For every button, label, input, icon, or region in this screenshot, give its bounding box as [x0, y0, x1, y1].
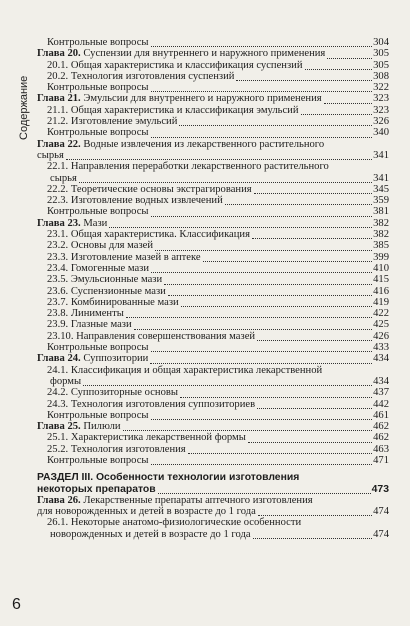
toc-entry-title: [37, 506, 256, 517]
toc-page-number: 382: [373, 217, 389, 229]
toc-chapter-line[interactable]: [37, 93, 389, 104]
toc-page-number: 341: [373, 172, 389, 184]
toc-page-number: 308: [373, 70, 389, 82]
dot-leader: [151, 410, 373, 420]
toc-entry-title: [47, 342, 149, 353]
toc-page-number: 385: [373, 240, 389, 252]
toc-entry-line[interactable]: [37, 517, 389, 528]
toc-entry-text: 24.1. Классификация и общая характеристика лекарственной: [47, 364, 323, 376]
chapter-label: Глава 20.: [37, 48, 84, 60]
table-of-contents: [37, 37, 389, 540]
toc-entry-line[interactable]: [37, 455, 389, 466]
toc-entry-title: [47, 60, 303, 71]
toc-entry-title: [47, 127, 149, 138]
toc-page-number: 419: [373, 296, 389, 308]
toc-entry-text: 23.8. Линименты: [47, 308, 124, 320]
toc-entry-title: [47, 432, 246, 443]
dot-leader: [151, 37, 373, 47]
toc-entry-text: Мази: [83, 217, 108, 229]
toc-entry-text: сырья: [37, 149, 64, 161]
toc-page-number: 474: [373, 506, 389, 518]
toc-entry-text: Эмульсии для внутреннего и наружного применения: [83, 93, 322, 105]
dot-leader: [331, 162, 388, 172]
toc-entry-title: [47, 37, 149, 48]
toc-entry-title: [47, 105, 299, 116]
toc-entry-text: 23.2. Основы для мазей: [47, 240, 154, 252]
toc-page-number: 461: [373, 409, 389, 421]
toc-section-line[interactable]: [37, 484, 389, 495]
toc-entry-title: [47, 206, 149, 217]
toc-entry-line[interactable]: [37, 127, 389, 138]
toc-page-number: 462: [373, 421, 389, 433]
toc-entry-title: [37, 495, 313, 506]
toc-entry-title: [47, 331, 255, 342]
toc-entry-title: [47, 387, 178, 398]
toc-chapter-line[interactable]: [37, 506, 389, 517]
toc-chapter-line[interactable]: [37, 353, 389, 364]
toc-page-number: 340: [373, 127, 389, 139]
toc-entry-text: 23.1. Общая характеристика. Классификация: [47, 229, 250, 241]
toc-entry-text: Контрольные вопросы: [47, 127, 149, 139]
toc-entry-title: [37, 150, 64, 161]
toc-page-number: 463: [373, 443, 389, 455]
toc-page-number: 474: [373, 528, 389, 540]
toc-chapter-line[interactable]: [37, 218, 389, 229]
side-section-label-wrap: [6, 40, 30, 160]
toc-entry-title: [47, 455, 149, 466]
toc-entry-text: Контрольные вопросы: [47, 342, 149, 354]
toc-page-number: 416: [373, 285, 389, 297]
toc-entry-text: 20.1. Общая характеристика и классификация суспензий: [47, 59, 303, 71]
toc-entry-text: 22.3. Изготовление водных извлечений: [47, 195, 223, 207]
dot-leader: [109, 218, 372, 228]
toc-page-number: 425: [373, 319, 389, 331]
toc-entry-title: [37, 472, 299, 483]
toc-entry-text: Контрольные вопросы: [47, 454, 149, 466]
toc-entry-text: 23.9. Глазные мази: [47, 319, 132, 331]
toc-entry-text: Водные извлечения из лекарственного растительного: [83, 138, 325, 150]
toc-entry-title: [47, 263, 149, 274]
toc-entry-title: [47, 274, 162, 285]
toc-entry-line[interactable]: [37, 173, 389, 184]
dot-leader: [151, 128, 373, 138]
toc-entry-line[interactable]: [37, 71, 389, 82]
page-number: 6: [12, 596, 21, 613]
toc-entry-text: 25.2. Технология изготовления: [47, 443, 186, 455]
toc-page-number: 399: [373, 251, 389, 263]
toc-page-number: 323: [373, 104, 389, 116]
chapter-label: Глава 23.: [37, 217, 84, 229]
toc-entry-line[interactable]: [37, 410, 389, 421]
toc-page-number: 426: [373, 330, 389, 342]
toc-entry-title: [37, 93, 322, 104]
dot-leader: [252, 229, 372, 239]
toc-entry-line[interactable]: [37, 444, 389, 455]
dot-leader: [151, 207, 373, 217]
toc-entry-title: [47, 82, 149, 93]
toc-entry-line[interactable]: [37, 319, 389, 330]
toc-entry-text: Лекарственные препараты аптечного изготовления: [83, 494, 313, 506]
toc-page-number: 422: [373, 308, 389, 320]
toc-entry-text: Контрольные вопросы: [47, 206, 149, 218]
dot-leader: [248, 433, 372, 443]
dot-leader: [203, 252, 373, 262]
toc-entry-title: [37, 421, 121, 432]
toc-entry-line[interactable]: [37, 432, 389, 443]
toc-entry-line[interactable]: [37, 376, 389, 387]
toc-entry-text: Контрольные вопросы: [47, 82, 149, 94]
toc-chapter-line[interactable]: [37, 48, 389, 59]
dot-leader: [83, 376, 372, 386]
toc-page-number: 410: [373, 262, 389, 274]
dot-leader: [327, 49, 372, 59]
toc-entry-title: [47, 116, 177, 127]
toc-entry-line[interactable]: [37, 387, 389, 398]
toc-page-number: 462: [373, 432, 389, 444]
toc-page-number: 322: [373, 82, 389, 94]
dot-leader: [254, 184, 372, 194]
toc-page-number: 323: [373, 93, 389, 105]
toc-entry-line[interactable]: [37, 161, 389, 172]
toc-entry-text: Контрольные вопросы: [47, 409, 149, 421]
toc-page-number: 381: [373, 206, 389, 218]
toc-page-number: 415: [373, 274, 389, 286]
toc-entry-line[interactable]: [37, 365, 389, 376]
toc-entry-text: 22.2. Теоретические основы экстрагирования: [47, 183, 252, 195]
dot-leader: [179, 116, 372, 126]
dot-leader: [257, 399, 372, 409]
toc-entry-text: 23.7. Комбинированные мази: [47, 296, 179, 308]
chapter-label: Глава 26.: [37, 494, 84, 506]
dot-leader: [324, 94, 373, 104]
toc-entry-title: [47, 444, 186, 455]
toc-entry-title: [47, 410, 149, 421]
toc-page-number: 433: [373, 342, 389, 354]
toc-entry-title: [37, 218, 107, 229]
toc-chapter-line[interactable]: [37, 150, 389, 161]
toc-entry-line[interactable]: [37, 184, 389, 195]
toc-entry-title: [47, 517, 301, 528]
toc-page-number: 305: [373, 48, 389, 60]
toc-entry-title: [47, 297, 179, 308]
dot-leader: [305, 60, 373, 70]
dot-leader: [168, 286, 372, 296]
toc-entry-text: 23.4. Гомогенные мази: [47, 262, 150, 274]
toc-entry-text: некоторых препаратов: [37, 483, 156, 495]
dot-leader: [151, 342, 373, 352]
toc-entry-text: 21.1. Общая характеристика и классификация эмульсий: [47, 104, 299, 116]
toc-entry-title: [47, 184, 252, 195]
toc-entry-text: новорожденных и детей в возрасте до 1 года: [50, 528, 251, 540]
dot-leader: [301, 473, 388, 483]
toc-entry-line[interactable]: [37, 286, 389, 297]
toc-entry-line[interactable]: [37, 206, 389, 217]
toc-entry-text: для новорожденных и детей в возрасте до 1 года: [37, 506, 256, 518]
toc-entry-text: 23.5. Эмульсионные мази: [47, 274, 163, 286]
dot-leader: [188, 444, 372, 454]
toc-page-number: 437: [373, 387, 389, 399]
toc-entry-title: [50, 173, 77, 184]
dot-leader: [236, 71, 372, 81]
toc-entry-title: [47, 252, 201, 263]
toc-entry-title: [37, 139, 324, 150]
toc-entry-line[interactable]: [37, 252, 389, 263]
toc-entry-text: Суппозитории: [83, 353, 149, 365]
dot-leader: [151, 82, 373, 92]
toc-entry-line[interactable]: [37, 240, 389, 251]
toc-entry-line[interactable]: [37, 529, 389, 540]
toc-chapter-line[interactable]: [37, 421, 389, 432]
chapter-label: Глава 25.: [37, 421, 84, 433]
toc-entry-line[interactable]: [37, 195, 389, 206]
toc-entry-title: [47, 240, 153, 251]
toc-entry-line[interactable]: [37, 263, 389, 274]
toc-entry-title: [47, 365, 322, 376]
toc-entry-title: [37, 484, 156, 495]
dot-leader: [158, 484, 371, 494]
toc-entry-line[interactable]: [37, 105, 389, 116]
toc-page-number: 471: [373, 454, 389, 466]
dot-leader: [134, 320, 372, 330]
dot-leader: [151, 263, 372, 273]
toc-entry-line[interactable]: [37, 229, 389, 240]
toc-entry-text: 23.10. Направления совершенствования мазей: [47, 330, 256, 342]
toc-entry-text: Контрольные вопросы: [47, 37, 149, 48]
dot-leader: [123, 421, 373, 431]
chapter-label: Глава 24.: [37, 353, 84, 365]
dot-leader: [326, 139, 388, 149]
toc-page-number: 473: [371, 483, 389, 495]
chapter-label: Глава 21.: [37, 93, 84, 105]
toc-entry-text: 24.3. Технология изготовления суппозиториев: [47, 398, 256, 410]
dot-leader: [79, 173, 372, 183]
toc-entry-text: 21.2. Изготовление эмульсий: [47, 116, 178, 128]
toc-entry-line[interactable]: [37, 274, 389, 285]
toc-page-number: 442: [373, 398, 389, 410]
toc-entry-line[interactable]: [37, 331, 389, 342]
toc-entry-text: 22.1. Направления переработки лекарственного растительного: [47, 161, 329, 173]
dot-leader: [66, 150, 372, 160]
toc-page-number: 382: [373, 229, 389, 241]
toc-chapter-line[interactable]: [37, 139, 389, 150]
toc-page-number: 305: [373, 59, 389, 71]
toc-entry-title: [47, 308, 124, 319]
toc-entry-title: [47, 399, 255, 410]
toc-entry-title: [47, 229, 250, 240]
toc-page-number: 345: [373, 183, 389, 195]
toc-entry-title: [50, 529, 251, 540]
dot-leader: [303, 518, 388, 528]
toc-entry-line[interactable]: [37, 82, 389, 93]
toc-entry-text: формы: [50, 375, 82, 387]
toc-entry-title: [47, 286, 166, 297]
toc-entry-title: [47, 195, 223, 206]
toc-entry-title: [50, 376, 81, 387]
toc-entry-line[interactable]: [37, 342, 389, 353]
toc-entry-title: [47, 319, 132, 330]
toc-entry-title: [47, 161, 329, 172]
toc-entry-line[interactable]: [37, 60, 389, 71]
dot-leader: [258, 506, 372, 516]
dot-leader: [151, 455, 373, 465]
dot-leader: [164, 275, 372, 285]
dot-leader: [126, 308, 372, 318]
toc-entry-text: 23.3. Изготовление мазей в аптеке: [47, 251, 201, 263]
toc-entry-text: 25.1. Характеристика лекарственной формы: [47, 432, 246, 444]
toc-page-number: 359: [373, 195, 389, 207]
dot-leader: [155, 241, 372, 251]
toc-entry-text: 20.2. Технология изготовления суспензий: [47, 70, 235, 82]
dot-leader: [257, 331, 372, 341]
toc-entry-text: РАЗДЕЛ III. Особенности технологии изготовления: [37, 472, 300, 484]
toc-entry-line[interactable]: [37, 297, 389, 308]
toc-page-number: 434: [373, 353, 389, 365]
chapter-label: Глава 22.: [37, 138, 84, 150]
toc-entry-title: [37, 48, 325, 59]
dot-leader: [225, 195, 372, 205]
toc-entry-line[interactable]: [37, 37, 389, 48]
toc-entry-line[interactable]: [37, 308, 389, 319]
toc-entry-text: 23.6. Суспензионные мази: [47, 285, 166, 297]
dot-leader: [253, 529, 373, 539]
dot-leader: [180, 388, 372, 398]
toc-section-line[interactable]: [37, 472, 389, 483]
toc-entry-line[interactable]: [37, 116, 389, 127]
toc-entry-text: Суспензии для внутреннего и наружного применения: [83, 48, 326, 60]
dot-leader: [324, 365, 388, 375]
toc-entry-text: Пилюли: [83, 421, 121, 433]
toc-entry-line[interactable]: [37, 399, 389, 410]
toc-entry-text: сырья: [50, 172, 77, 184]
dot-leader: [301, 105, 373, 115]
toc-page-number: 341: [373, 149, 389, 161]
toc-entry-text: 24.2. Суппозиторные основы: [47, 387, 178, 399]
toc-chapter-line[interactable]: [37, 495, 389, 506]
toc-entry-text: 26.1. Некоторые анатомо-физиологические особенности: [47, 517, 302, 529]
dot-leader: [150, 354, 372, 364]
toc-entry-title: [47, 71, 234, 82]
toc-page-number: 326: [373, 116, 389, 128]
toc-page-number: 434: [373, 375, 389, 387]
toc-entry-title: [37, 353, 148, 364]
dot-leader: [181, 297, 372, 307]
dot-leader: [315, 495, 388, 505]
toc-page-number: 304: [373, 37, 389, 48]
side-section-label: Содержание: [18, 75, 30, 140]
